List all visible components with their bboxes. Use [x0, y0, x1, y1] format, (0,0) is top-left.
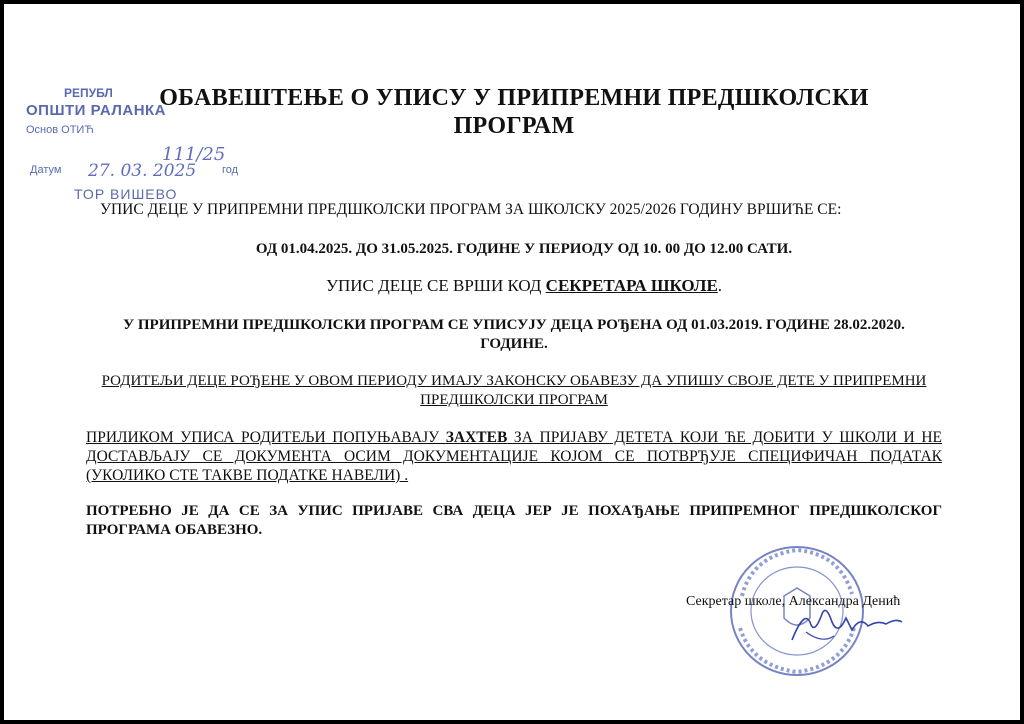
secretary-highlight: СЕКРЕТАРА ШКОЛЕ	[545, 276, 718, 295]
signature-line: Секретар школе, Александра Денић	[686, 594, 901, 609]
document-title: ОБАВЕШТЕЊЕ О УПИСУ У ПРИПРЕМНИ ПРЕДШКОЛСКИ ПРОГРАМ	[159, 85, 869, 139]
stamp-date-value: 27. 03. 2025	[88, 161, 197, 181]
stamp-line-1: РЕПУБЛ	[64, 86, 113, 100]
mandatory-paragraph: ПОТРЕБНО ЈЕ ДА СЕ ЗА УПИС ПРИЈАВЕ СВА ДЕЦА ЈЕР ЈЕ ПОХАЂАЊЕ ПРИПРЕМНОГ ПРЕДШКОЛСКОГ ПРОГРАМА ОБАВЕЗНО.	[86, 503, 942, 538]
stamp-date-label: Датум	[30, 164, 62, 176]
enrollment-period-line: ОД 01.04.2025. ДО 31.05.2025. ГОДИНЕ У ПЕРИОДУ ОД 10. 00 ДО 12.00 САТИ.	[255, 241, 793, 257]
request-prefix: ПРИЛИКОМ УПИСА РОДИТЕЉИ ПОПУЊАВАЈУ	[86, 429, 446, 446]
request-paragraph	[86, 428, 942, 485]
enrollment-year-line: УПИС ДЕЦЕ У ПРИПРЕМНИ ПРЕДШКОЛСКИ ПРОГРАМ ЗА ШКОЛСКУ 2025/2026 ГОДИНУ ВРШИЋЕ СЕ:	[100, 201, 842, 218]
secretary-suffix: .	[717, 276, 723, 295]
stamp-line-3: Основ ОТИЋ	[26, 124, 94, 136]
stamp-line-2: ОПШТИ РАЛАНКА	[26, 102, 167, 119]
secretary-line	[114, 276, 934, 295]
request-highlight: ЗАХТЕВ	[445, 429, 508, 446]
parents-obligation-line: РОДИТЕЉИ ДЕЦЕ РОЂЕНЕ У ОВОМ ПЕРИОДУ ИМАЈУ ЗАКОНСКУ ОБАВЕЗУ ДА УПИШУ СВОЈЕ ДЕТЕ У ПРИПРЕМНИ ПРЕДШКОЛСКИ ПРОГРАМ	[101, 373, 927, 408]
request-suffix: ЗА ПРИЈАВУ ДЕТЕТА КОЈИ ЋЕ ДОБИТИ У ШКОЛИ И НЕ ДОСТАВЉАЈУ СЕ ДОКУМЕНТА ОСИМ ДОКУМЕНТАЦИЈЕ КОЈОМ СЕ ПОТВРЂУЈЕ СПЕЦИФИЧАН ПОДАТАК (УКОЛИКО СТЕ ТАКВЕ ПОДАТКЕ НАВЕЛИ) .	[86, 429, 942, 484]
stamp-number: 111/25	[162, 144, 226, 165]
stamp-town: ТОР ВИШЕВО	[74, 186, 178, 202]
birth-range-line: У ПРИПРЕМНИ ПРЕДШКОЛСКИ ПРОГРАМ СЕ УПИСУЈУ ДЕЦА РОЂЕНА ОД 01.03.2019. ГОДИНЕ 28.02.2020. ГОДИНЕ.	[123, 317, 905, 352]
secretary-prefix: УПИС ДЕЦЕ СЕ ВРШИ КОД	[325, 276, 546, 295]
document-page	[4, 4, 1020, 720]
stamp-year-label: год	[222, 164, 239, 176]
